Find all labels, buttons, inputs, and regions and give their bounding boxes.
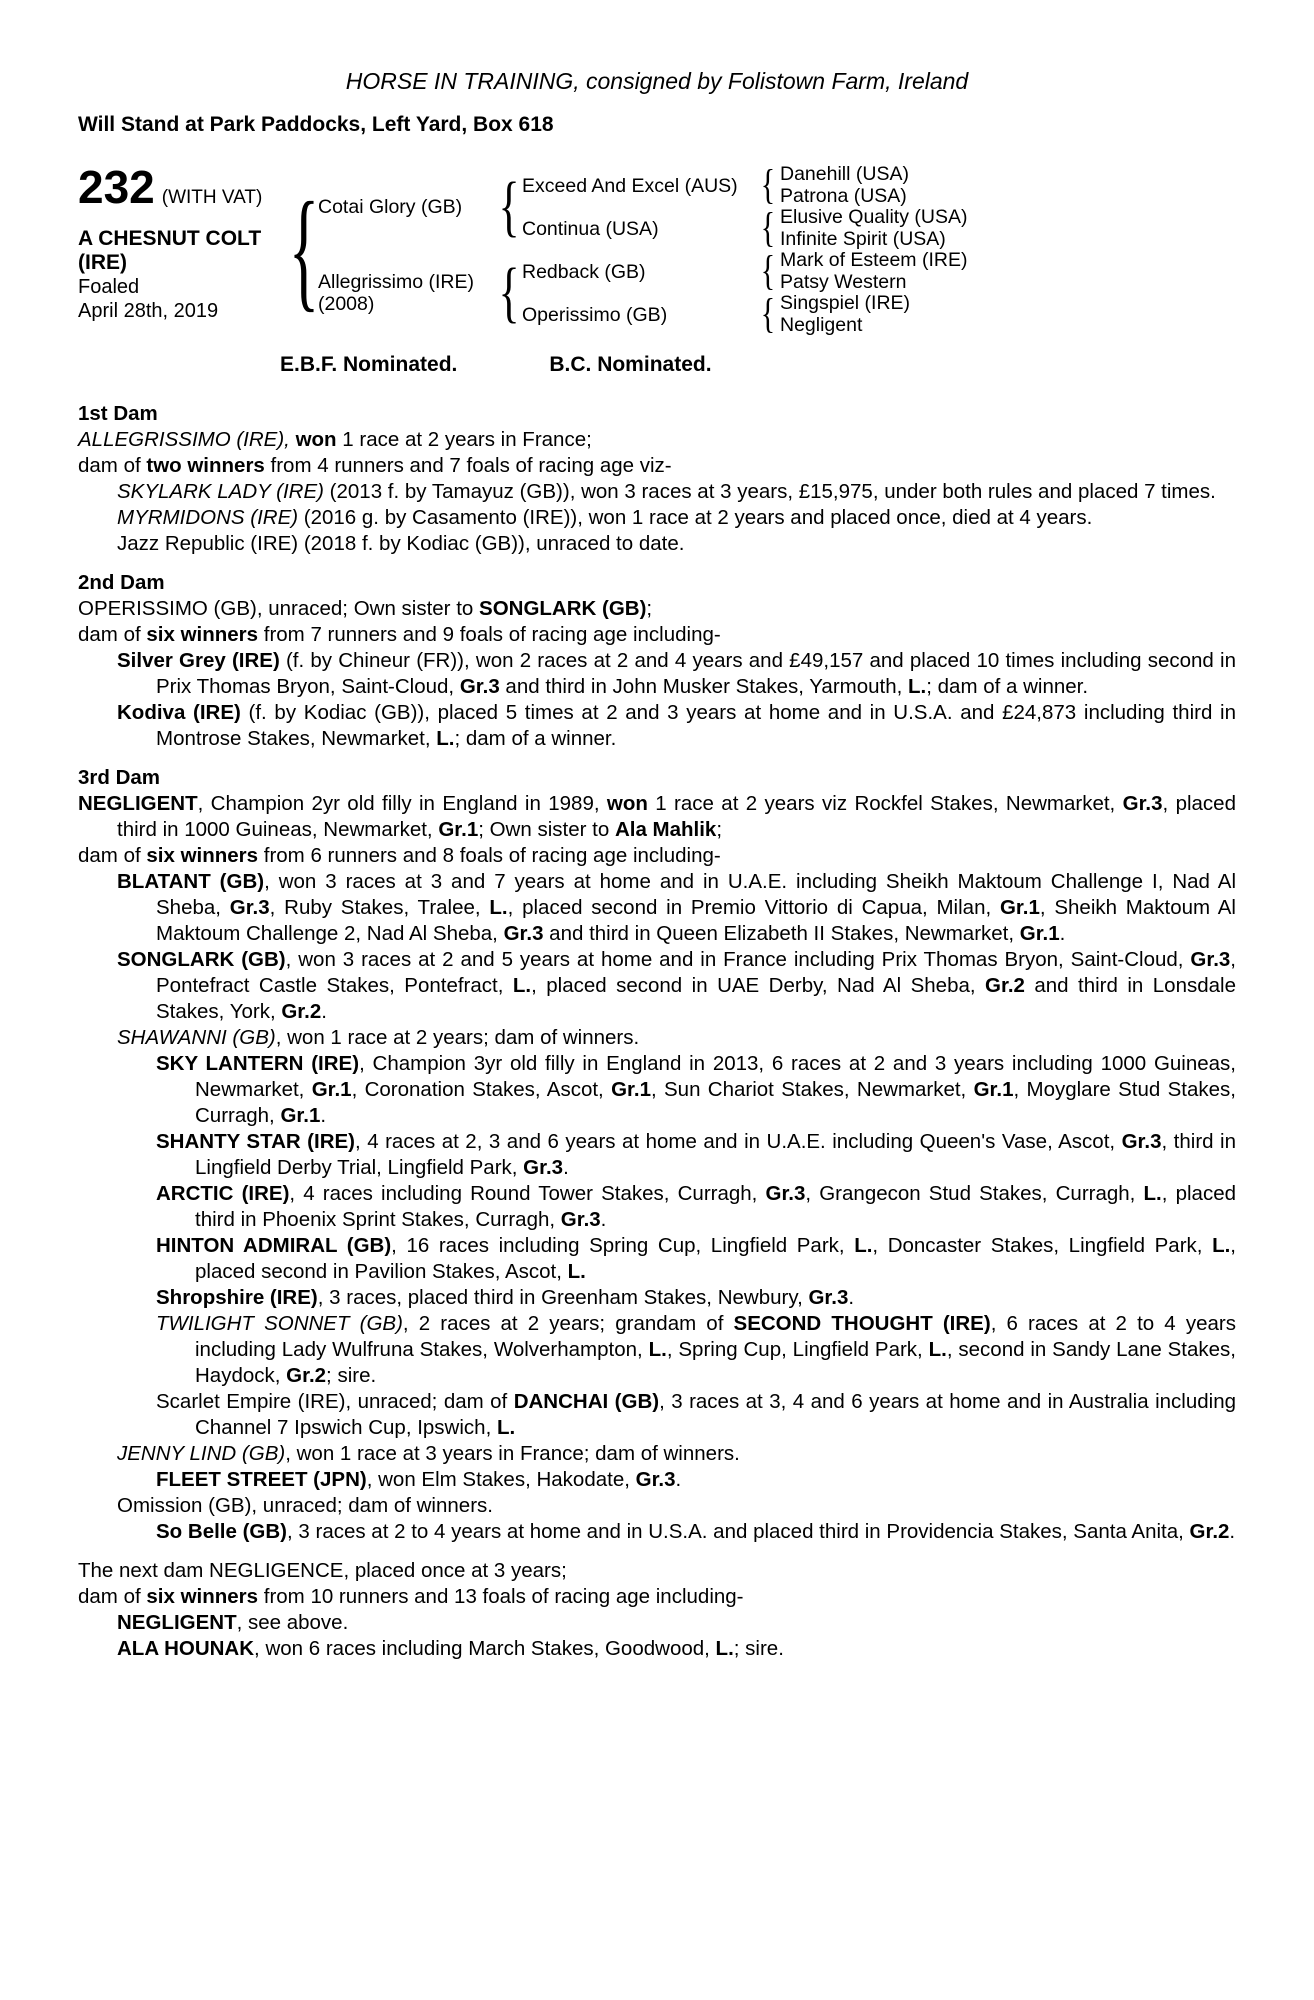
- text-run: (2016 g. by Casamento (IRE)), won 1 race at 2 years and placed once, died at 4 years.: [298, 506, 1093, 529]
- text-run: , Doncaster Stakes, Lingfield Park,: [872, 1234, 1213, 1257]
- text-run: , Sheikh Maktoum Al Maktoum Challenge 2, Nad Al Sheba,: [156, 896, 1236, 945]
- ancestor-name: Patrona (USA): [780, 184, 907, 207]
- text-run: TWILIGHT SONNET (GB): [156, 1312, 403, 1335]
- text-run: dam of: [78, 623, 147, 646]
- horse-description: A CHESNUT COLT (IRE): [78, 227, 262, 274]
- ancestor-name: Elusive Quality (USA): [780, 206, 968, 228]
- text-run: , 3 races at 3, 4 and 6 years at home and in Australia including Channel 7 Ipswich Cup, Ipswich,: [195, 1390, 1236, 1439]
- text-run: and third in John Musker Stakes, Yarmouth,: [499, 675, 909, 698]
- text-run: Silver Grey (IRE): [117, 649, 280, 672]
- text-run: SHAWANNI (GB): [117, 1026, 276, 1049]
- text-run: Gr.3: [1190, 948, 1231, 971]
- ancestor-name: Danehill (USA): [780, 163, 909, 185]
- text-run: L.: [715, 1637, 734, 1660]
- catalogue-entry: [78, 700, 1236, 752]
- pedigree-brace-dam: {: [498, 254, 520, 331]
- sire-sire-name: Exceed And Excel (AUS): [522, 174, 738, 197]
- catalogue-entry: [78, 1636, 1236, 1662]
- text-run: Gr.3: [635, 1468, 676, 1491]
- catalogue-entry: [78, 1558, 1236, 1584]
- text-run: , 6 races at 2 to 4 years including Lady Wulfruna Stakes, Wolverhampton,: [195, 1312, 1236, 1361]
- catalogue-entry: [78, 1181, 1236, 1233]
- text-run: SECOND THOUGHT (IRE): [733, 1312, 991, 1335]
- text-run: Gr.3: [503, 922, 544, 945]
- catalogue-entry: [78, 1584, 1236, 1610]
- text-run: , Coronation Stakes, Ascot,: [351, 1078, 612, 1101]
- text-run: 1 race at 2 years viz Rockfel Stakes, Newmarket,: [647, 792, 1123, 815]
- text-run: and third in Queen Elizabeth II Stakes, Newmarket,: [543, 922, 1020, 945]
- text-run: , placed third in Phoenix Sprint Stakes, Curragh,: [195, 1182, 1236, 1231]
- catalogue-entry: [78, 1610, 1236, 1636]
- text-run: , see above.: [236, 1611, 349, 1634]
- text-run: .: [848, 1286, 855, 1309]
- ancestor-name: Negligent: [780, 313, 863, 336]
- pedigree-brace-ds: {: [760, 247, 776, 294]
- text-run: Gr.3: [1122, 792, 1163, 815]
- text-run: Gr.1: [311, 1078, 352, 1101]
- text-run: , won 1 race at 3 years in France; dam of winners.: [285, 1442, 740, 1465]
- text-run: ;: [716, 818, 723, 841]
- text-run: L.: [648, 1338, 667, 1361]
- text-run: , 3 races at 2 to 4 years at home and in U.S.A. and placed third in Providencia Stakes, Santa Anita,: [287, 1520, 1190, 1543]
- catalogue-entry: [78, 1233, 1236, 1285]
- text-run: ; sire.: [326, 1364, 377, 1387]
- text-run: Gr.3: [808, 1286, 849, 1309]
- pedigree-brace-ss: {: [760, 161, 776, 208]
- text-run: ; dam of a winner.: [454, 727, 617, 750]
- ancestor-name: Patsy Western: [780, 270, 907, 293]
- text-run: .: [675, 1468, 682, 1491]
- bc-nomination: B.C. Nominated.: [549, 353, 712, 376]
- text-run: (f. by Chineur (FR)), won 2 races at 2 and 4 years and £49,157 and placed 10 times including second in Prix Thomas Bryon, Saint-Cloud,: [156, 649, 1236, 698]
- text-run: SONGLARK (GB): [479, 597, 647, 620]
- text-run: L.: [854, 1234, 873, 1257]
- catalogue-entry: [78, 1389, 1236, 1441]
- lot-number-row: [78, 161, 290, 213]
- text-run: JENNY LIND (GB): [117, 1442, 286, 1465]
- text-run: , Pontefract Castle Stakes, Pontefract,: [156, 948, 1236, 997]
- text-run: So Belle (GB): [156, 1520, 287, 1543]
- text-run: Gr.1: [973, 1078, 1014, 1101]
- dam-name: Allegrissimo (IRE) (2008): [318, 271, 475, 315]
- text-run: MYRMIDONS (IRE): [117, 506, 299, 529]
- text-run: Gr.3: [459, 675, 500, 698]
- text-run: L.: [567, 1260, 586, 1283]
- text-run: L.: [1212, 1234, 1231, 1257]
- text-run: , 3 races, placed third in Greenham Stakes, Newbury,: [317, 1286, 809, 1309]
- section-gap: [78, 752, 1236, 765]
- foaled-date: April 28th, 2019: [78, 300, 219, 322]
- dam-sire-name: Redback (GB): [522, 260, 646, 283]
- text-run: , Spring Cup, Lingfield Park,: [666, 1338, 929, 1361]
- text-run: from 6 runners and 8 foals of racing age including-: [258, 844, 721, 867]
- text-run: Gr.3: [560, 1208, 601, 1231]
- text-run: Gr.3: [229, 896, 270, 919]
- text-run: six winners: [146, 844, 259, 867]
- catalogue-entry: [78, 596, 1236, 622]
- text-run: Scarlet Empire (IRE), unraced; dam of: [156, 1390, 514, 1413]
- text-run: dam of: [78, 454, 147, 477]
- text-run: L.: [496, 1416, 516, 1439]
- catalogue-entry: [78, 1285, 1236, 1311]
- text-run: , 4 races at 2, 3 and 6 years at home and in U.A.E. including Queen's Vase, Ascot,: [355, 1130, 1122, 1153]
- text-run: .: [600, 1208, 607, 1231]
- text-run: Gr.2: [985, 974, 1025, 997]
- pedigree-brace-gen1: {: [288, 174, 320, 324]
- dam-dam-name: Operissimo (GB): [522, 303, 668, 326]
- text-run: ALLEGRISSIMO (IRE),: [78, 428, 296, 451]
- text-run: 1 race at 2 years in France;: [336, 428, 592, 451]
- text-run: The next dam NEGLIGENCE, placed once at 3 years;: [78, 1559, 567, 1582]
- dam-sections: [78, 388, 1236, 1662]
- text-run: dam of: [78, 844, 147, 867]
- text-run: (f. by Kodiac (GB)), placed 5 times at 2 and 3 years at home and in U.S.A. and £24,873 including third in Montrose Stakes, Newmarket,: [156, 701, 1236, 750]
- text-run: L.: [1143, 1182, 1162, 1205]
- text-run: , placed second in UAE Derby, Nad Al Sheba,: [531, 974, 986, 997]
- sire-dam-name: Continua (USA): [522, 217, 659, 240]
- ancestor-name: Mark of Esteem (IRE): [780, 249, 968, 271]
- text-run: DANCHAI (GB): [513, 1390, 660, 1413]
- section-heading: 3rd Dam: [78, 766, 161, 789]
- catalogue-entry: [78, 1493, 1236, 1519]
- text-run: L.: [489, 896, 508, 919]
- text-run: six winners: [146, 623, 259, 646]
- catalogue-entry: [78, 648, 1236, 700]
- text-run: , Ruby Stakes, Tralee,: [269, 896, 490, 919]
- section-heading: 2nd Dam: [78, 571, 165, 594]
- text-run: , won 1 race at 2 years; dam of winners.: [275, 1026, 640, 1049]
- catalogue-entry: [78, 1467, 1236, 1493]
- dam-dam-branch: [522, 290, 967, 337]
- text-run: Shropshire (IRE): [156, 1286, 318, 1309]
- text-run: SONGLARK (GB): [117, 948, 286, 971]
- catalogue-entry: [78, 1025, 1236, 1051]
- vat-note: (WITH VAT): [161, 187, 263, 208]
- text-run: .: [320, 1104, 327, 1127]
- text-run: won: [606, 792, 648, 815]
- page-title: HORSE IN TRAINING, consigned by Folistown Farm, Ireland: [345, 68, 969, 94]
- text-run: , placed second in Pavilion Stakes, Ascot,: [195, 1234, 1236, 1283]
- text-run: , Sun Chariot Stakes, Newmarket,: [650, 1078, 974, 1101]
- dam-sire-branch: [522, 247, 968, 294]
- catalogue-entry: [78, 505, 1236, 531]
- text-run: Omission (GB), unraced; dam of winners.: [117, 1494, 493, 1517]
- pedigree-tree: [288, 161, 968, 337]
- text-run: dam of: [78, 1585, 147, 1608]
- dam-branch: [318, 247, 968, 337]
- text-run: L.: [928, 1338, 947, 1361]
- text-run: .: [563, 1156, 569, 1179]
- catalogue-entry: [78, 869, 1236, 947]
- text-run: Gr.2: [286, 1364, 327, 1387]
- text-run: Gr.1: [1019, 922, 1060, 945]
- section-gap: [78, 388, 1236, 401]
- catalogue-entry: [78, 427, 1236, 453]
- sire-branch: [318, 161, 968, 251]
- catalogue-entry: [78, 947, 1236, 1025]
- text-run: .: [321, 1000, 327, 1023]
- text-run: Gr.3: [765, 1182, 806, 1205]
- text-run: , won 3 races at 3 and 7 years at home and in U.A.E. including Sheikh Maktoum Challenge I, Nad Al Sheba,: [156, 870, 1236, 919]
- sire-name: Cotai Glory (GB): [318, 196, 463, 218]
- text-run: ; sire.: [733, 1637, 784, 1660]
- text-run: , 2 races at 2 years; grandam of: [402, 1312, 734, 1335]
- ancestor-name: Singspiel (IRE): [780, 292, 911, 314]
- lot-info: [78, 161, 290, 323]
- text-run: , 4 races including Round Tower Stakes, Curragh,: [289, 1182, 766, 1205]
- text-run: Kodiva (IRE): [117, 701, 241, 724]
- text-run: NEGLIGENT: [78, 792, 198, 815]
- text-run: , placed third in 1000 Guineas, Newmarket,: [117, 792, 1236, 841]
- sire-dam-branch: [522, 204, 968, 251]
- text-run: , placed second in Premio Vittorio di Capua, Milan,: [507, 896, 1000, 919]
- catalogue-entry: [78, 479, 1236, 505]
- text-run: Gr.2: [281, 1000, 322, 1023]
- text-run: OPERISSIMO (GB), unraced; Own sister to: [78, 597, 480, 620]
- text-run: two winners: [146, 454, 265, 477]
- nominations-row: [280, 352, 1236, 378]
- text-run: BLATANT (GB): [117, 870, 265, 893]
- text-run: ALA HOUNAK: [117, 1637, 255, 1660]
- text-run: , Champion 3yr old filly in England in 2013, 6 races at 2 and 3 years including 1000 Guineas, Newmarket,: [195, 1052, 1236, 1101]
- catalogue-entry: [78, 531, 1236, 557]
- foaled-label: Foaled: [78, 276, 140, 298]
- text-run: , 16 races including Spring Cup, Lingfield Park,: [391, 1234, 855, 1257]
- text-run: from 10 runners and 13 foals of racing age including-: [258, 1585, 744, 1608]
- text-run: , third in Lingfield Derby Trial, Lingfield Park,: [195, 1130, 1237, 1179]
- text-run: L.: [436, 727, 455, 750]
- section-heading: 1st Dam: [78, 402, 158, 425]
- text-run: SHANTY STAR (IRE): [156, 1130, 356, 1153]
- text-run: Gr.1: [280, 1104, 321, 1127]
- text-run: L.: [908, 675, 927, 698]
- catalogue-entry: [78, 453, 1236, 479]
- text-run: ; dam of a winner.: [926, 675, 1089, 698]
- catalogue-entry: [78, 843, 1236, 869]
- text-run: and third in Lonsdale Stakes, York,: [156, 974, 1236, 1023]
- text-run: Gr.2: [1189, 1520, 1230, 1543]
- pedigree-block: [78, 161, 1236, 337]
- text-run: from 7 runners and 9 foals of racing age including-: [258, 623, 721, 646]
- sire-sire-branch: [522, 161, 967, 208]
- text-run: Gr.1: [438, 818, 479, 841]
- catalogue-entry: [78, 1441, 1236, 1467]
- text-run: .: [1229, 1520, 1236, 1543]
- text-run: Gr.3: [1121, 1130, 1162, 1153]
- text-run: Gr.1: [611, 1078, 651, 1101]
- ebf-nomination: E.B.F. Nominated.: [280, 353, 458, 376]
- catalogue-entry: [78, 622, 1236, 648]
- pedigree-brace-sire: {: [498, 168, 520, 245]
- stand-location-line: Will Stand at Park Paddocks, Left Yard, Box 618: [78, 113, 554, 136]
- section-gap: [78, 1545, 1236, 1558]
- text-run: .: [1059, 922, 1066, 945]
- text-run: , Moyglare Stud Stakes, Curragh,: [195, 1078, 1236, 1127]
- text-run: , Grangecon Stud Stakes, Curragh,: [805, 1182, 1144, 1205]
- catalogue-entry: [78, 1311, 1236, 1389]
- text-run: Gr.1: [999, 896, 1040, 919]
- text-run: , won 3 races at 2 and 5 years at home and in France including Prix Thomas Bryon, Saint-Cloud,: [285, 948, 1191, 971]
- section-gap: [78, 557, 1236, 570]
- text-run: from 4 runners and 7 foals of racing age viz-: [264, 454, 672, 477]
- text-run: six winners: [146, 1585, 259, 1608]
- text-run: , won Elm Stakes, Hakodate,: [366, 1468, 636, 1491]
- text-run: ; Own sister to: [478, 818, 615, 841]
- text-run: Gr.3: [523, 1156, 564, 1179]
- text-run: , Champion 2yr old filly in England in 1989,: [197, 792, 607, 815]
- text-run: ARCTIC (IRE): [156, 1182, 290, 1205]
- ancestor-name: Infinite Spirit (USA): [780, 227, 946, 250]
- text-run: FLEET STREET (JPN): [156, 1468, 367, 1491]
- text-run: , won 6 races including March Stakes, Goodwood,: [254, 1637, 716, 1660]
- text-run: Jazz Republic (IRE) (2018 f. by Kodiac (GB)), unraced to date.: [117, 532, 685, 555]
- text-run: ;: [646, 597, 653, 620]
- text-run: L.: [512, 974, 532, 997]
- text-run: Ala Mahlik: [614, 818, 717, 841]
- pedigree-brace-sd: {: [760, 204, 776, 251]
- text-run: won: [295, 428, 337, 451]
- text-run: HINTON ADMIRAL (GB): [156, 1234, 392, 1257]
- catalogue-entry: [78, 1051, 1236, 1129]
- text-run: , second in Sandy Lane Stakes, Haydock,: [195, 1338, 1236, 1387]
- text-run: (2013 f. by Tamayuz (GB)), won 3 races at 3 years, £15,975, under both rules and placed 7 times.: [323, 480, 1216, 503]
- lot-number: 232: [78, 161, 155, 213]
- pedigree-brace-dd: {: [760, 290, 776, 337]
- catalogue-entry: [78, 791, 1236, 843]
- catalogue-entry: [78, 1519, 1236, 1545]
- text-run: SKYLARK LADY (IRE): [117, 480, 324, 503]
- text-run: SKY LANTERN (IRE): [156, 1052, 360, 1075]
- catalogue-entry: [78, 1129, 1236, 1181]
- text-run: NEGLIGENT: [117, 1611, 237, 1634]
